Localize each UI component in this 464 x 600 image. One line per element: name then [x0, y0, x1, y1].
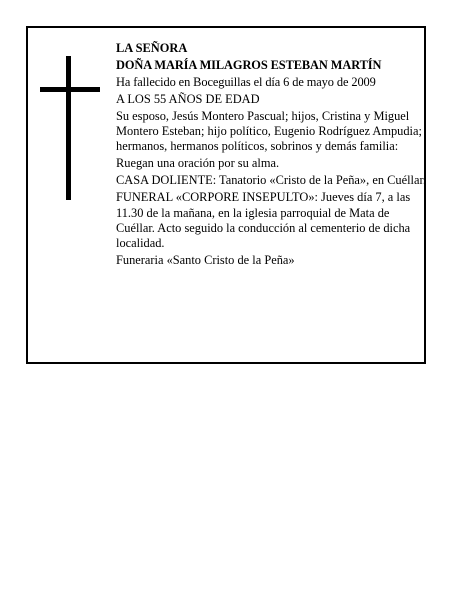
cross-icon	[40, 56, 100, 200]
obituary-notice	[26, 26, 426, 364]
cross-horizontal-bar	[40, 87, 100, 92]
casa-doliente: CASA DOLIENTE: Tanatorio «Cristo de la Peña», en Cuéllar.	[116, 173, 426, 188]
funeral-info: FUNERAL «CORPORE INSEPULTO»: Jueves día 7, a las 11.30 de la mañana, en la iglesia parroquial de Mata de Cuéllar. Acto seguido la conducción al cementerio de dicha localidad.	[116, 190, 411, 251]
age-line: A LOS 55 AÑOS DE EDAD	[116, 91, 260, 106]
family-list: Su esposo, Jesús Montero Pascual; hijos, Cristina y Miguel Montero Esteban; hijo político, Eugenio Rodríguez Ampudia; hermanos, hermanos políticos, sobrinos y demás familia:	[116, 108, 422, 154]
funeral-home: Funeraria «Santo Cristo de la Peña»	[116, 253, 295, 268]
cross-vertical-bar	[66, 56, 71, 200]
deceased-name: DOÑA MARÍA MILAGROS ESTEBAN MARTÍN	[116, 57, 382, 72]
death-info: Ha fallecido en Boceguillas el día 6 de mayo de 2009	[116, 74, 376, 89]
notice-text	[116, 41, 426, 270]
prayer-request: Ruegan una oración por su alma.	[116, 156, 280, 171]
notice-heading: LA SEÑORA	[116, 41, 188, 55]
